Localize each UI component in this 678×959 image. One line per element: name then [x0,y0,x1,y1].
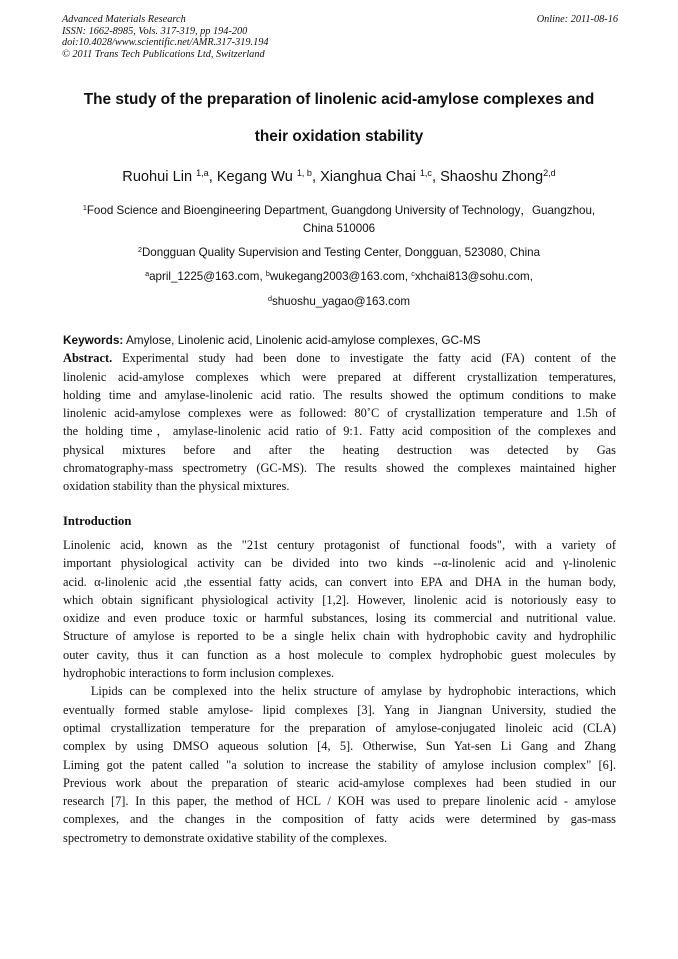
paragraph-line: spectrometry to demonstrate oxidative stability of the complexes. [63,830,388,845]
abstract-line: chromatography-mass spectrometry (GC-MS). The results showed the complexes maintained higher [63,461,616,476]
email-d: shuoshu_yagao@163.com [271,294,411,308]
keywords-abstract-block [63,331,616,496]
abstract-line: holding time and amylase-linolenic acid ratio. The results showed the optimum conditions to make [63,387,616,402]
paragraph-line: Liming got the patent called "a solution to increase the stability of amylose inclusion complex" [6]. [63,757,616,772]
author-affiliation-mark: 2,d [543,168,556,179]
paragraph-line: outer cavity, thus it can function as a host molecule to complex hydrophobic guest molecules by [63,647,616,662]
paragraph-line: Structure of amylose is reported to be a single helix chain with hydrophobic cavity and hydrophilic [63,629,616,644]
abstract-line: oxidation stability than the physical mixtures. [63,479,290,494]
paragraph-line: Linolenic acid, known as the "21st century protagonist of functional foods", with a variety of [63,538,616,552]
paragraph-line: optimal crystallization temperature for the preparation of amylose-conjugated linoleic acid (CLA) [63,720,616,735]
paragraph-line: Lipids can be complexed into the helix structure of amylase by hydrophobic interactions, which [63,684,616,699]
email-mark: a [145,269,150,279]
author-name: Xianghua Chai [320,169,416,185]
email-b: wukegang2003@163.com, [269,270,412,283]
abstract-line [63,349,616,367]
keywords-line [63,331,616,349]
paragraph-line: acid. α-linolenic acid ,the essential fatty acids, can convert into EPA and DHA in the human body, [63,574,616,589]
online-date: Online: 2011-08-16 [536,14,618,25]
email-a: april_1225@163.com, [149,270,266,283]
abstract-line: linolenic acid-amylose complexes which were prepared at different crystallization temperatures, [63,369,616,384]
email-mark: d [267,293,272,303]
paragraph-line: hydrophobic interactions to form inclusion complexes. [63,666,335,681]
abstract-text: Experimental study had been done to investigate the fatty acid (FA) content of the [112,351,616,366]
affiliation-mark: 2 [137,245,142,255]
paragraph-line: which obtain significant physiological activity [1,2]. However, linolenic acid is notoriously easy to [63,592,616,607]
author-emails [60,268,618,310]
author-affiliation-mark: 1, b [296,168,312,179]
author-name: Ruohui Lin [122,169,193,185]
section-heading-introduction: Introduction [63,514,132,528]
paragraph-line: complex by using DMSO aqueous solution [4, 5]. Otherwise, Sun Yat-sen Li Gang and Zhang [63,739,616,754]
title-line-1: The study of the preparation of linolenic acid-amylose complexes and [83,91,595,108]
journal-header [62,14,618,60]
paragraph-line: important physiological activity can be divided into two kinds --α-linolenic acid and γ-linolenic [63,556,616,571]
author-affiliation-mark: 1,a [196,168,209,179]
journal-copyright: © 2011 Trans Tech Publications Ltd, Switzerland [62,48,265,60]
abstract-line: linolenic acid-amylose complexes were as followed: 80˚C of crystallization temperature and 1.5h of [63,406,616,421]
affiliation-1-line-2: China 510006 [302,221,376,235]
author-name: Shaoshu Zhong [440,169,544,185]
journal-issn: ISSN: 1662-8985, Vols. 317-319, pp 194-200 [62,25,248,37]
affiliation-1-line-1: Food Science and Bioengineering Department, Guangdong University of Technology，Guangzhou, [86,204,596,217]
journal-doi: doi:10.4028/www.scientific.net/AMR.317-319.194 [62,37,269,49]
affiliation-2 [60,244,618,262]
affiliation-2-text: Dongguan Quality Supervision and Testing Center, Dongguan, 523080, China [141,246,541,259]
keywords-text: Amylose, Linolenic acid, Linolenic acid-amylose complexes, GC-MS [123,333,481,347]
author-affiliation-mark: 1,c [419,168,432,179]
paper-title [60,90,618,147]
author-list: Ruohui Lin $^{1,a}$, Kegang Wu $^{1, b}$, Xianghua Chai $^{1,c}$, Shaoshu Zhong$^{2,d}$ [122,168,556,185]
abstract-label: Abstract. [63,351,113,366]
abstract-line: the holding time，amylase-linolenic acid ratio of 9:1. Fatty acid composition of the complexes and [63,424,616,439]
keywords-label: Keywords: [63,333,124,347]
email-mark: b [265,269,270,279]
author-name: Kegang Wu [216,169,293,185]
title-line-2: their oxidation stability [254,128,424,145]
affiliation-mark: 1 [82,203,87,213]
paragraph-line: complexes, and the changes in the composition of fatty acids were determined by gas-mass [63,812,616,827]
journal-name: Advanced Materials Research [62,14,186,25]
email-mark: c [411,269,415,279]
abstract-line: physical mixtures before and after the heating destruction was detected by Gas [63,442,616,457]
paragraph-line: oxidize and even produce toxic or harmful substances, losing its commercial and nutritional value. [63,611,616,626]
paragraph-line: eventually formed stable amylose- lipid complexes [3]. Yang in Jiangnan University, studied the [63,702,616,717]
introduction-body [63,536,616,847]
paragraph-line: research [7]. In this paper, the method of HCL / KOH was used to prepare linolenic acid - amylose [63,794,616,809]
email-c: xhchai813@sohu.com, [414,270,533,283]
paragraph-line: Previous work about the preparation of stearic acid-amylose complexes had been studied in our [63,775,616,790]
affiliation-1 [60,202,618,237]
